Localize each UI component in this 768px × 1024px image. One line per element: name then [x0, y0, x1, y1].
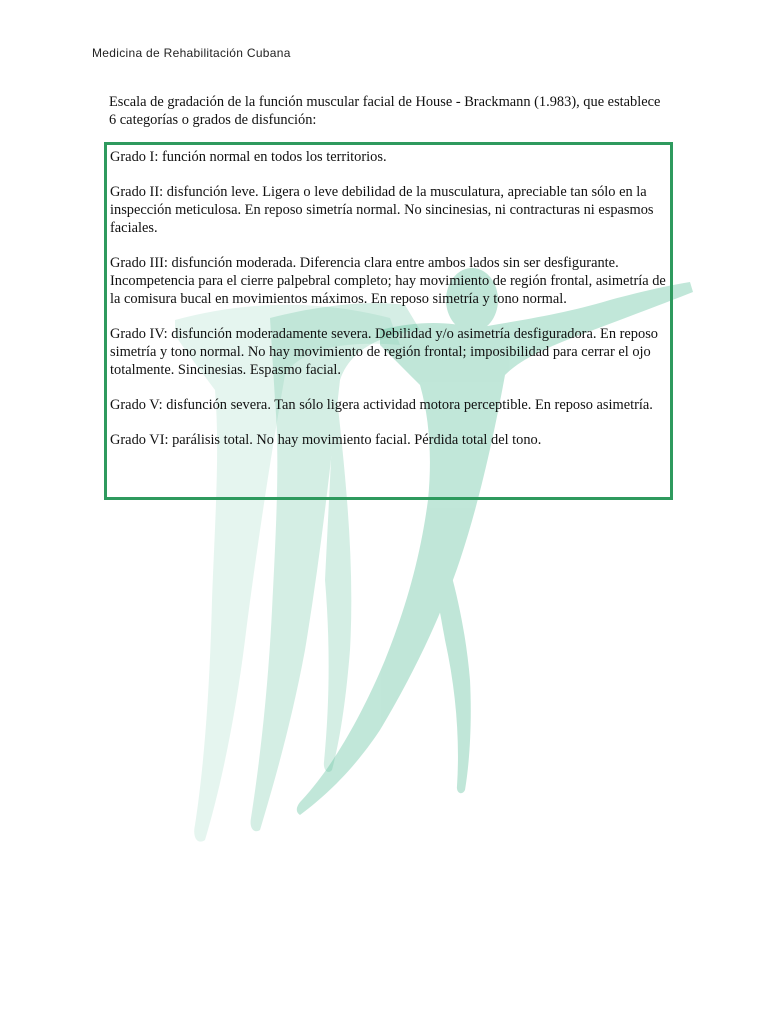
grade-list [110, 148, 667, 449]
grade-item-5: Grado V: disfunción severa. Tan sólo ligera actividad motora perceptible. En reposo asimetría. [110, 397, 653, 413]
grade-item-2: Grado II: disfunción leve. Ligera o leve debilidad de la musculatura, apreciable tan sólo en la inspección meticulosa. En reposo simetría normal. No sincinesias, ni contracturas ni espasmos faciales. [110, 184, 654, 236]
grade-item-3: Grado III: disfunción moderada. Diferencia clara entre ambos lados sin ser desfigurante. Incompetencia para el cierre palpebral completo; hay movimiento de región frontal, asimetría de la comisura bucal en movimientos máximos. En reposo simetría y tono normal. [110, 255, 666, 307]
page-header: Medicina de Rehabilitación Cubana [92, 46, 291, 60]
grade-item-6: Grado VI: parálisis total. No hay movimiento facial. Pérdida total del tono. [110, 432, 542, 448]
grading-scale-box [104, 142, 673, 500]
grade-item-4: Grado IV: disfunción moderadamente severa. Debilidad y/o asimetría desfiguradora. En reposo simetría y tono normal. No hay movimiento de región frontal; imposibilidad para cerrar el ojo totalmente. Sincinesias. Espasmo facial. [110, 326, 658, 378]
intro-paragraph: Escala de gradación de la función muscular facial de House - Brackmann (1.983), que establece 6 categorías o grados de disfunción: [109, 94, 661, 128]
grade-item-1: Grado I: función normal en todos los territorios. [110, 149, 387, 165]
